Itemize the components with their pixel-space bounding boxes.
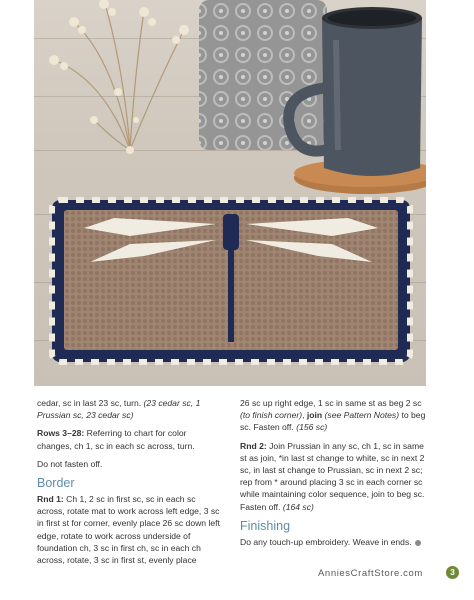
rnd-1-continued [240, 397, 428, 434]
vase [199, 0, 327, 150]
finishing-heading: Finishing [240, 518, 291, 533]
rows-3-28 [37, 427, 223, 451]
stitch-count: (156 sc) [296, 422, 328, 433]
rnd-1 [37, 493, 223, 566]
instruction-text: , [302, 410, 307, 421]
instruction-text: Ch 1, 2 sc in first sc, sc in each sc across, rotate mat to work across left edge, 3 sc in first st for corner, evenly place 26 sc down left edge, rotate to work across underside of foundation ch, 3 sc in first ch, sc in each ch across, rotate, 3 sc in first st, evenly place [37, 494, 220, 566]
instruction-text: 26 sc up right edge, 1 sc in same st as beg 2 sc [240, 398, 422, 408]
instruction-text: Join Prussian in any sc, ch 1, sc in same st as join, *in last st change to white, sc in next 2 sc, in last st change to Prussian, sc in next 2 sc; rep from * around placing 3 sc in each corner sc while maintaining color sequence, join to beg sc. Fasten off. [240, 440, 425, 512]
note-text: (to finish corner) [240, 410, 303, 421]
flower-heads [49, 0, 189, 154]
border-heading: Border [37, 476, 75, 491]
right-column [240, 397, 428, 554]
instruction-text: Do any touch-up embroidery. Weave in ends. [240, 536, 412, 547]
photo-illustration [34, 0, 426, 386]
stitch-count: (23 cedar sc, 1 Prussian sc, 23 cedar sc) [37, 398, 201, 421]
row-label: Rows 3–28: [37, 428, 85, 439]
instruction-text: to beg sc. Fasten off. [240, 410, 426, 433]
instruction-text: Referring to chart for color changes, ch 1, sc in each sc across, turn. [37, 428, 195, 451]
product-photo [34, 0, 426, 386]
page-number: 3 [446, 566, 459, 579]
fasten-note: Do not fasten off. [37, 458, 103, 469]
finishing-text [240, 536, 428, 548]
website-url: AnniesCraftStore.com [318, 568, 423, 579]
instruction-text: cedar, sc in last 23 sc, turn. [37, 398, 144, 408]
left-column [37, 397, 223, 572]
row-2-continued [37, 397, 223, 421]
stitch-count: (164 sc) [282, 501, 314, 512]
rnd-2 [240, 440, 428, 513]
round-label: Rnd 1: [37, 494, 64, 505]
pattern-notes-reference: (see Pattern Notes) [324, 410, 400, 421]
crochet-mat [52, 200, 410, 362]
join-term: join [306, 410, 323, 421]
end-bullet-icon [415, 540, 421, 546]
round-label: Rnd 2: [240, 440, 267, 451]
